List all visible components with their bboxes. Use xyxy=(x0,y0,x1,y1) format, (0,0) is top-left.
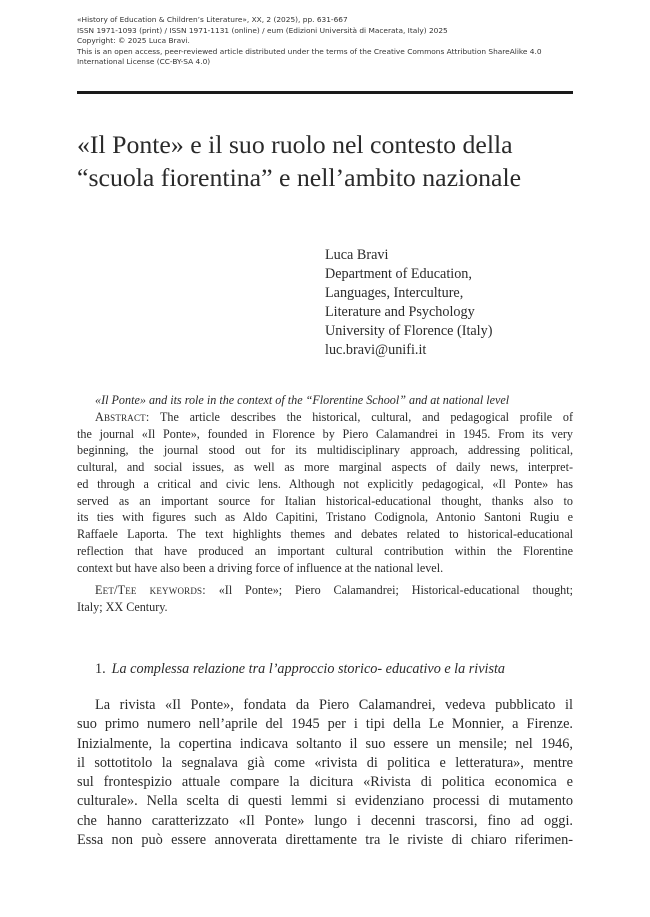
body-line: il sottotitolo la segnalava già come «rivista di politica e letteratura», mentre xyxy=(77,754,573,771)
abstract-line: ed through a critical and civic lens. Although not explicitly pedagogical, «Il Ponte» has xyxy=(77,476,573,491)
keywords xyxy=(77,582,573,616)
keywords-line: Italy; XX Century. xyxy=(77,600,168,614)
body-line: culturale». Nella scelta di questi lemmi si evidenziano processi di mutamento xyxy=(77,793,573,810)
abstract-line: its ties with figures such as Aldo Capitini, Tristano Codignola, Antonio Santoni Rugiu e xyxy=(77,510,573,525)
header-copyright: Copyright: © 2025 Luca Bravi. xyxy=(77,36,190,46)
author-affiliation-2: Languages, Interculture, xyxy=(325,284,464,301)
body-line: La rivista «Il Ponte», fondata da Piero Calamandrei, vedeva pubblicato il xyxy=(95,697,573,713)
author-email: luc.bravi@unifi.it xyxy=(325,341,427,358)
abstract-line: cultural, and social issues, as well as more marginal aspects of daily news, interpret- xyxy=(77,460,573,474)
abstract-line: served as an important source for Italian historical-educational thought, thanks also to xyxy=(77,493,573,508)
title-line-2: “scuola fiorentina” e nell’ambito nazionale xyxy=(77,163,522,192)
author-block xyxy=(325,246,575,359)
abstract-line: Raffaele Laporta. The text highlights themes and debates related to historical-educational xyxy=(77,527,573,541)
abstract-line: reflection that have produced an important cultural contribution within the Florentine xyxy=(77,543,573,558)
article-title xyxy=(77,128,577,194)
body-line: suo primo numero nell’aprile del 1945 per i tipi della Le Monnier, a Firenze. xyxy=(77,716,573,733)
title-line-1: «Il Ponte» e il suo ruolo nel contesto della xyxy=(77,130,513,159)
keywords-line xyxy=(77,582,573,599)
header-issn: ISSN 1971-1093 (print) / ISSN 1971-1131 (online) / eum (Edizioni Università di Macerata, Italy) 2025 xyxy=(77,25,448,35)
section-title: La complessa relazione tra l’approccio storico- educativo e la rivista xyxy=(111,661,506,677)
header-license-2: International License (CC-BY-SA 4.0) xyxy=(77,57,211,67)
section-heading xyxy=(95,660,575,678)
header-citation: «History of Education & Children’s Literature», XX, 2 (2025), pp. 631-667 xyxy=(77,15,348,24)
body-paragraph xyxy=(77,696,573,850)
header-license-1: This is an open access, peer-reviewed article distributed under the terms of the Creative Commons Attribution ShareAlike 4.0 xyxy=(77,46,542,56)
abstract-line: beginning, the journal stood out for its multidisciplinary approach, addressing political, xyxy=(77,443,573,458)
abstract-line xyxy=(77,409,573,426)
abstract-line-text: The article describes the historical, cultural, and pedagogical profile of xyxy=(149,409,573,424)
abstract-label: Abstract: xyxy=(95,409,150,424)
section-number: 1. xyxy=(95,661,106,677)
abstract-section xyxy=(77,392,573,616)
body-line: che hanno caratterizzato «Il Ponte» lungo i decenni trascorsi, fino ad oggi. xyxy=(77,812,573,829)
abstract-text xyxy=(77,409,573,577)
keywords-line-text: «Il Ponte»; Piero Calamandrei; Historical-educational thought; xyxy=(205,583,573,598)
english-title: «Il Ponte» and its role in the context of the “Florentine School” and at national level xyxy=(95,393,510,407)
body-line: Inizialmente, la copertina indicava soltanto il suo essere un mensile; nel 1946, xyxy=(77,735,573,752)
author-affiliation-4: University of Florence (Italy) xyxy=(325,322,493,339)
body-line: sul frontespizio attuale compare la dicitura «Rivista di politica economica e xyxy=(77,774,573,791)
journal-header xyxy=(77,15,577,68)
body-line: Essa non può essere annoverata direttamente tra le riviste di chiaro riferimen- xyxy=(77,832,573,849)
keywords-label: Eet/Tee keywords: xyxy=(95,583,206,598)
abstract-line: the journal «Il Ponte», founded in Florence by Piero Calamandrei in 1945. From its very xyxy=(77,426,573,441)
author-affiliation-3: Literature and Psychology xyxy=(325,303,475,320)
author-affiliation-1: Department of Education, xyxy=(325,265,472,282)
header-divider xyxy=(77,91,573,94)
abstract-line: context but have also been a driving force of influence at the national level. xyxy=(77,560,444,575)
author-name: Luca Bravi xyxy=(325,247,389,263)
